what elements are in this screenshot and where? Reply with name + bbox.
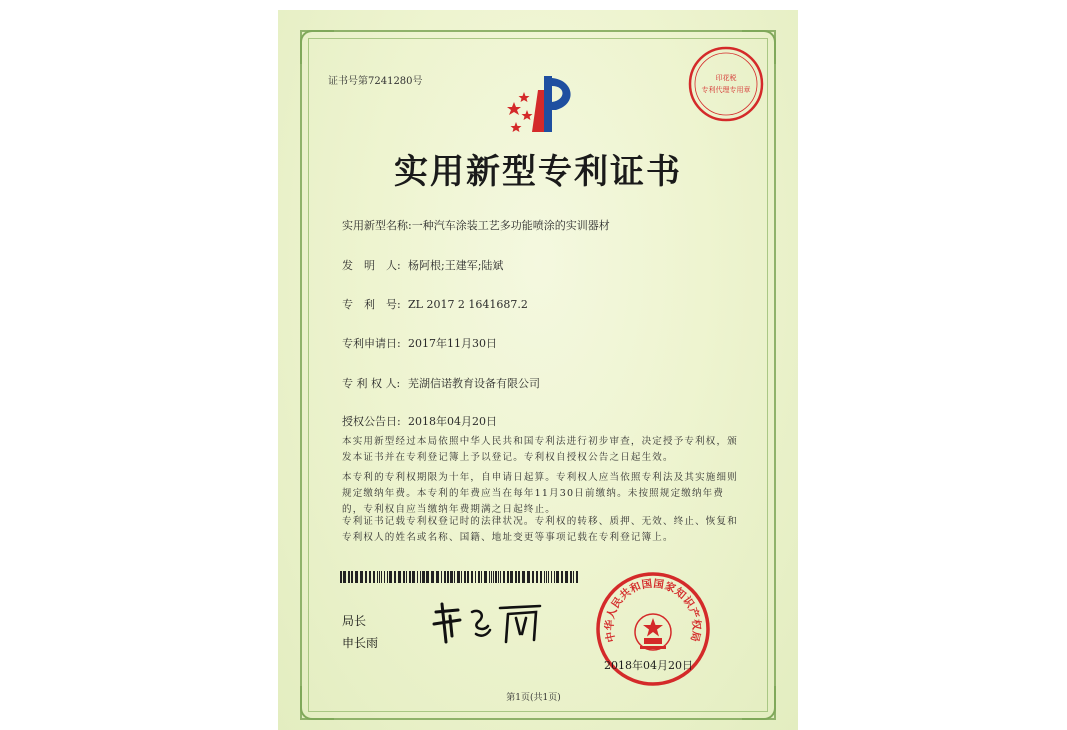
field-label: 专利申请日: [342, 337, 401, 350]
grant-date-field [342, 413, 497, 429]
field-label: 专 利 权 人: [342, 377, 401, 390]
page-number: 第1页(共1页) [506, 693, 561, 703]
signature-icon [428, 598, 548, 648]
field-value: 一种汽车涂装工艺多功能喷涂的实训器材 [411, 219, 610, 232]
field-value: 杨阿根;王建军;陆斌 [408, 259, 504, 272]
patent-number-field [342, 296, 528, 312]
svg-text:中华人民共和国国家知识产权局: 中华人民共和国国家知识产权局 [603, 577, 703, 644]
patent-office-logo-icon [494, 70, 584, 140]
body-paragraph: 本专利的专利权期限为十年，自申请日起算。专利权人应当依照专利法及其实施细则规定缴纳年费。本专利的年费应当在每年11月30日前缴纳。未按照规定缴纳年费的，专利权自应当缴纳年费期满之日起终止。 [342, 472, 738, 515]
field-value: ZL 2017 2 1641687.2 [408, 298, 528, 311]
certificate-number: 证书号第7241280号 [328, 76, 423, 87]
patentee-field [342, 375, 540, 391]
body-paragraph: 专利证书记载专利权登记时的法律状况。专利权的转移、质押、无效、终止、恢复和专利权人的姓名或名称、国籍、地址变更等事项记载在专利登记簿上。 [342, 516, 738, 543]
field-value: 芜湖信诺教育设备有限公司 [408, 377, 540, 390]
utility-model-name-field [342, 217, 610, 233]
director-title: 局长 [342, 614, 367, 628]
director-name: 申长雨 [342, 636, 379, 650]
field-value: 2017年11月30日 [408, 337, 497, 350]
field-label: 发 明 人: [342, 259, 401, 272]
field-label: 授权公告日: [342, 415, 401, 428]
application-date-field [342, 335, 497, 351]
svg-text:专利代理专用章: 专利代理专用章 [701, 86, 751, 94]
svg-text:印花税: 印花税 [715, 74, 737, 82]
barcode-icon [340, 571, 580, 583]
body-paragraph: 本实用新型经过本局依照中华人民共和国专利法进行初步审查，决定授予专利权，颁发本证书并在专利登记簿上予以登记。专利权自授权公告之日起生效。 [342, 436, 738, 463]
field-label: 专 利 号: [342, 298, 401, 311]
field-value: 2018年04月20日 [408, 415, 497, 428]
certificate-title: 实用新型专利证书 [394, 152, 682, 192]
field-label: 实用新型名称: [342, 219, 412, 232]
seal-date: 2018年04月20日 [604, 659, 693, 672]
border-corner-ornament [300, 30, 334, 64]
inventors-field [342, 257, 503, 273]
agency-seal-icon [686, 44, 766, 124]
